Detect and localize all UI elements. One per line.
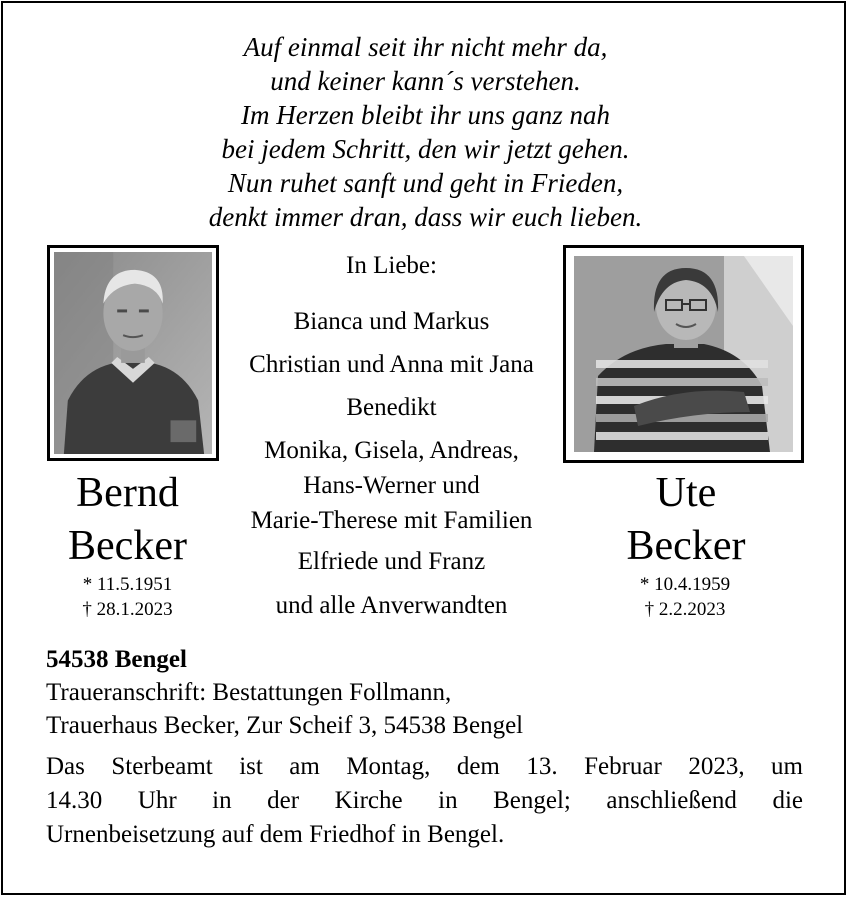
- portrait-man-image: [54, 252, 212, 454]
- place-heading: 54538 Bengel: [46, 646, 187, 673]
- poem-line: Im Herzen bleibt ihr uns ganz nah: [241, 100, 610, 130]
- mourner-line: und alle Anverwandten: [275, 592, 508, 619]
- birth-date: * 10.4.1959: [639, 574, 731, 595]
- poem-line: und keiner kann´s verstehen.: [270, 66, 581, 96]
- birth-date: * 11.5.1951: [82, 574, 173, 595]
- mourners-intro: In Liebe:: [346, 252, 437, 279]
- poem-line: bei jedem Schritt, den wir jetzt gehen.: [221, 134, 630, 164]
- poem: [0, 30, 851, 234]
- mourner-line: Marie-Therese mit Familien: [250, 507, 533, 534]
- mourner-line: Christian und Anna mit Jana: [249, 351, 534, 378]
- address-line: Traueranschrift: Bestattungen Follmann,: [46, 679, 452, 706]
- last-name: Becker: [626, 523, 746, 569]
- mourner-line: Monika, Gisela, Andreas,: [264, 437, 519, 464]
- mourner-line: Benedikt: [346, 394, 437, 421]
- service-line: Urnenbeisetzung auf dem Friedhof in Bengel.: [46, 821, 505, 848]
- mourner-line: Bianca und Markus: [293, 308, 490, 335]
- first-name: Bernd: [76, 470, 179, 516]
- last-name: Becker: [68, 523, 187, 569]
- first-name: Ute: [655, 470, 717, 516]
- address-line: Trauerhaus Becker, Zur Scheif 3, 54538 Bengel: [46, 712, 524, 739]
- poem-line: Auf einmal seit ihr nicht mehr da,: [243, 32, 608, 62]
- death-date: † 28.1.2023: [82, 599, 173, 620]
- dates-bernd-becker: [40, 572, 215, 622]
- service-line: Das Sterbeamt ist am Montag, dem 13. Februar 2023, um: [46, 753, 803, 780]
- service-line: 14.30 Uhr in der Kirche in Bengel; anschließend die: [46, 787, 803, 814]
- name-bernd-becker: [30, 467, 225, 573]
- photo-bernd-becker: [47, 245, 219, 461]
- poem-line: Nun ruhet sanft und geht in Frieden,: [227, 168, 624, 198]
- death-date: † 2.2.2023: [644, 599, 726, 620]
- portrait-woman-image: [574, 256, 793, 452]
- poem-line: denkt immer dran, dass wir euch lieben.: [208, 202, 643, 232]
- name-ute-becker: [586, 467, 786, 573]
- service-info: [46, 750, 803, 852]
- photo-ute-becker: [563, 245, 804, 463]
- mourner-line: Hans-Werner und: [303, 472, 480, 499]
- dates-ute-becker: [595, 572, 775, 622]
- mourner-line: Elfriede und Franz: [297, 548, 486, 575]
